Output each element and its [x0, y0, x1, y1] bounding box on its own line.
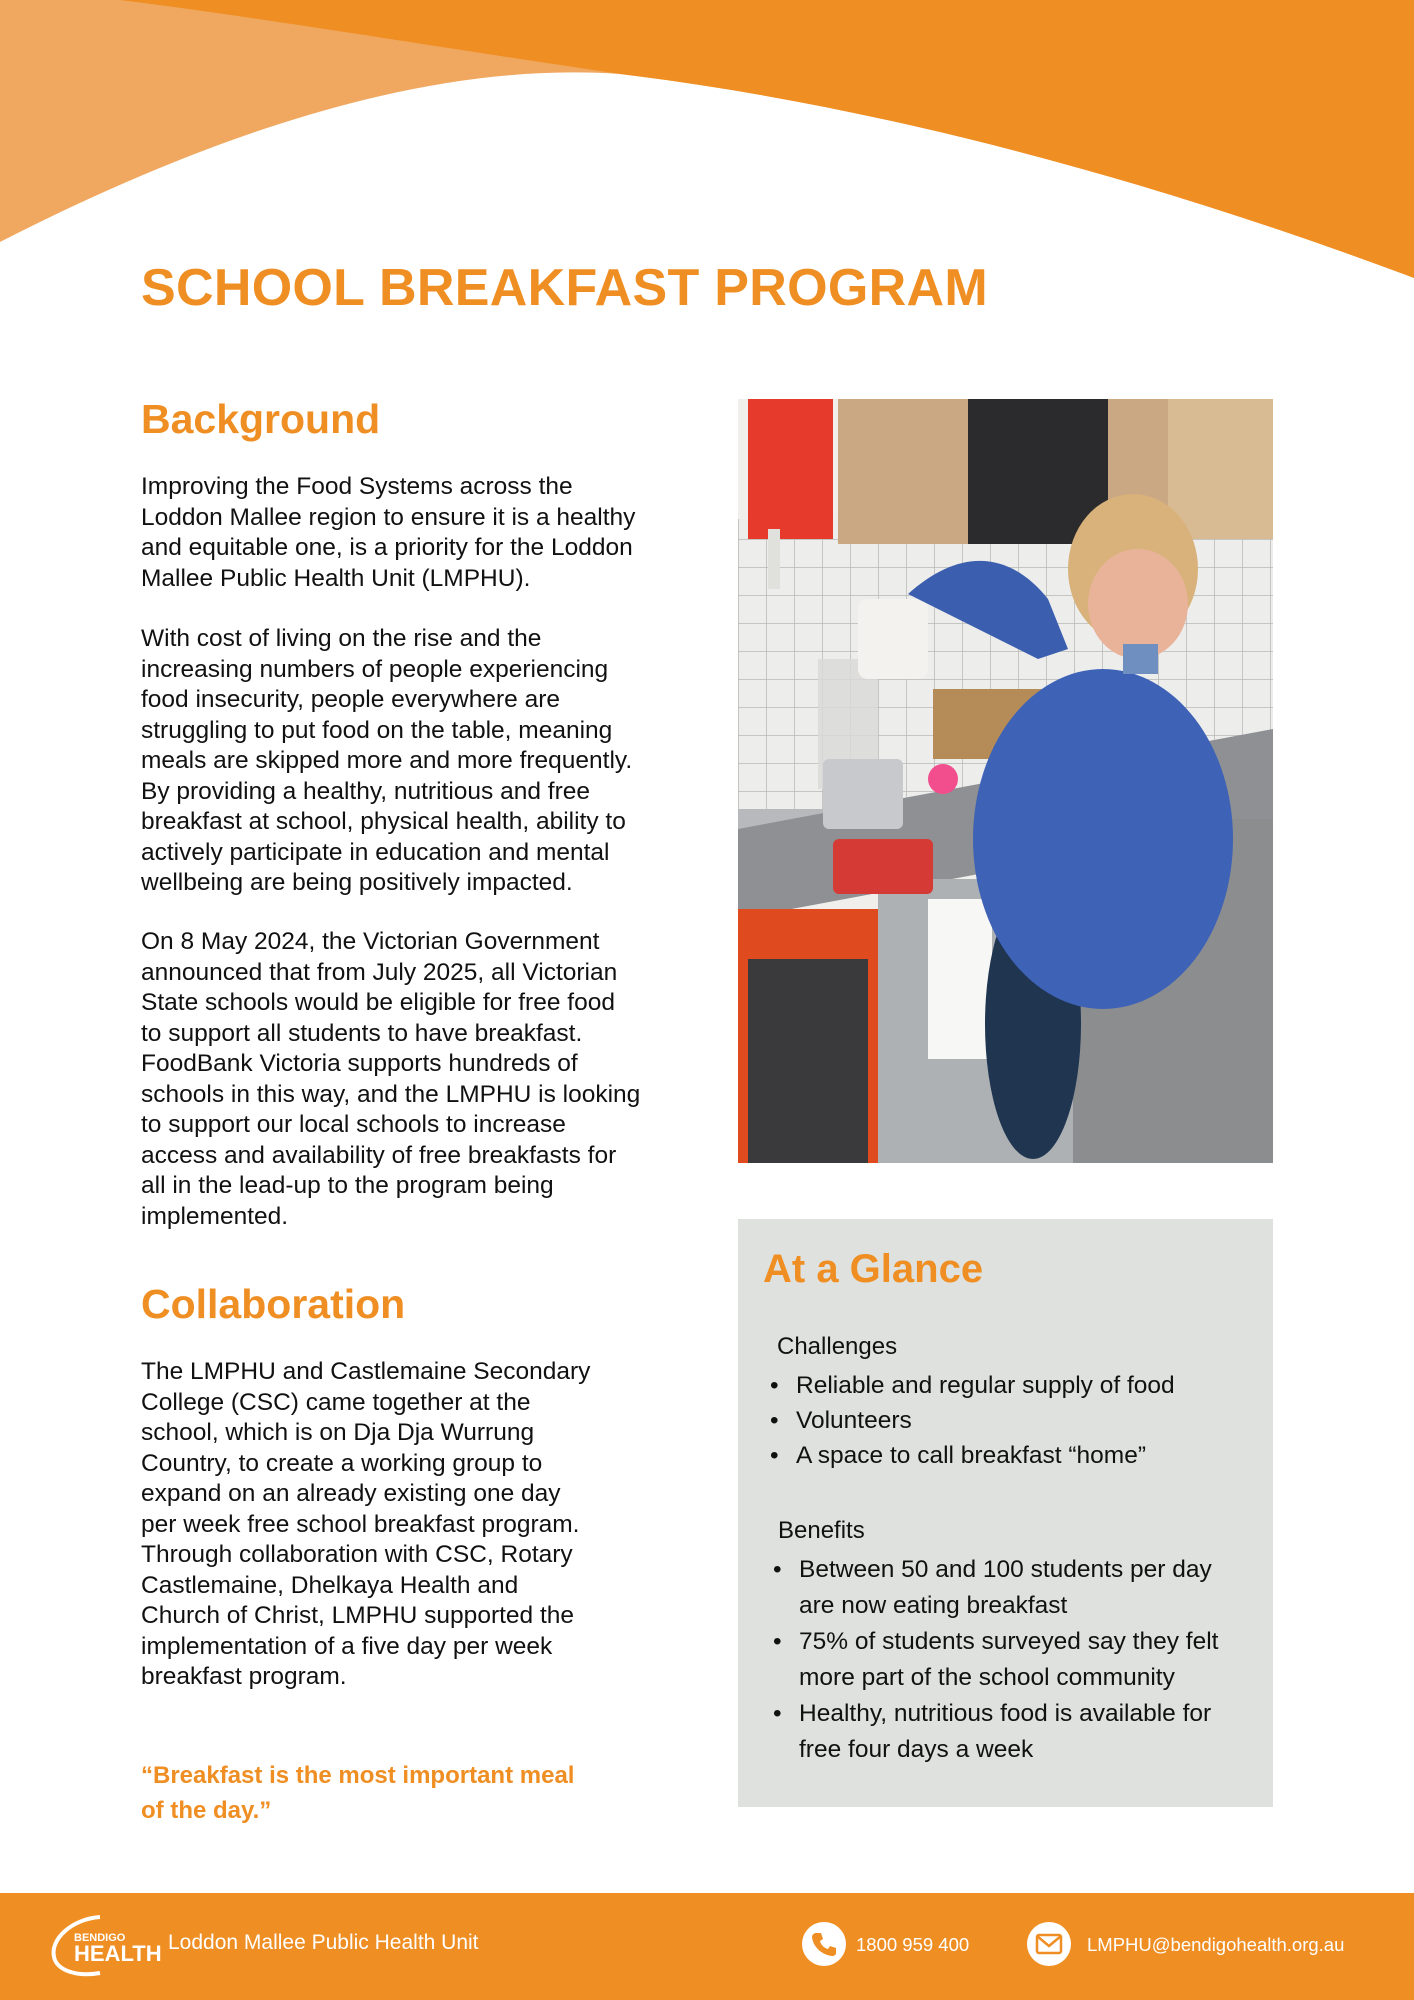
phone-icon [802, 1922, 846, 1966]
background-paragraph-3: On 8 May 2024, the Victorian Government announced that from July 2025, all Victorian State schools would be eligible for free food to support all students to have breakfast. FoodBank Victoria supports hundreds of schools in this way, and the LMPHU is looking to support our local schools to increase access and availability of free breakfasts for all in the lead-up to the program being implemented. [141, 928, 641, 1230]
svg-text:BENDIGO: BENDIGO [74, 1932, 126, 1944]
at-a-glance-panel [738, 1219, 1273, 1807]
header-wave-decoration [0, 0, 1414, 300]
background-heading: Background [141, 396, 381, 442]
list-item: • Between 50 and 100 students per day are now eating breakfast [769, 1552, 1218, 1624]
email-icon [1027, 1922, 1071, 1966]
page-title: SCHOOL BREAKFAST PROGRAM [141, 259, 988, 317]
kitchen-photo [738, 399, 1273, 1163]
unit-name: Loddon Mallee Public Health Unit [168, 1931, 479, 1954]
benefits-label: Benefits [778, 1517, 865, 1544]
list-item: • Reliable and regular supply of food [766, 1368, 1175, 1403]
challenges-label: Challenges [777, 1333, 898, 1360]
pull-quote: “Breakfast is the most important meal of the day.” [141, 1762, 575, 1824]
collaboration-paragraph: The LMPHU and Castlemaine Secondary College (CSC) came together at the school, which is on Dja Dja Wurrung Country, to create a working group to expand on an already existing one day per week free school breakfast program. Through collaboration with CSC, Rotary Castlemaine, Dhelkaya Health and Church of Christ, LMPHU supported the implementation of a five day per week breakfast program. [141, 1358, 591, 1690]
bendigo-health-logo [48, 1913, 168, 1979]
phone-number[interactable]: 1800 959 400 [856, 1934, 970, 1955]
background-paragraph-1: Improving the Food Systems across the Loddon Mallee region to ensure it is a healthy and equitable one, is a priority for the Loddon Mallee Public Health Unit (LMPHU). [141, 473, 636, 592]
challenges-list [766, 1368, 1175, 1473]
background-paragraph-2: With cost of living on the rise and the increasing numbers of people experiencing food insecurity, people everywhere are struggling to put food on the table, meaning meals are skipped more and more frequently. By providing a healthy, nutritious and free breakfast at school, physical health, ability to actively participate in education and mental wellbeing are being positively impacted. [141, 625, 633, 896]
list-item: • Volunteers [766, 1403, 1175, 1438]
list-item: • 75% of students surveyed say they felt more part of the school community [769, 1624, 1218, 1696]
at-a-glance-heading: At a Glance [763, 1247, 984, 1291]
collaboration-heading: Collaboration [141, 1281, 406, 1327]
email-address[interactable]: LMPHU@bendigohealth.org.au [1087, 1934, 1345, 1955]
footer [0, 1893, 1414, 2000]
svg-text:HEALTH: HEALTH [74, 1941, 162, 1966]
list-item: • A space to call breakfast “home” [766, 1438, 1175, 1473]
list-item: • Healthy, nutritious food is available for free four days a week [769, 1696, 1218, 1768]
benefits-list [769, 1552, 1218, 1768]
